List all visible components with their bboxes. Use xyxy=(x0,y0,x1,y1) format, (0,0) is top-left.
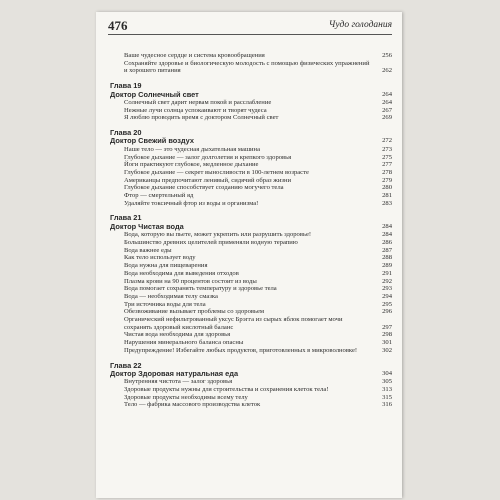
toc-entry-page: 267 xyxy=(382,106,392,114)
toc-entry-text: Нарушения минерального баланса опасны xyxy=(124,339,244,347)
toc-entry-text: Ваше чудесное сердце и система кровообращения xyxy=(124,52,265,59)
toc-entry xyxy=(110,107,392,115)
toc-entry-page: 279 xyxy=(382,176,392,184)
toc-entry-text: Вода помогает сохранять температуру и здоровье тела xyxy=(124,285,277,293)
toc-entry xyxy=(110,247,392,255)
toc-entry-text: Тело — фабрика массового производства клеток xyxy=(124,401,261,409)
toc-entry xyxy=(110,339,392,347)
toc-entry-page: 284 xyxy=(382,231,392,239)
toc-entry xyxy=(110,200,392,208)
toc-entry xyxy=(110,114,392,122)
toc-entry-text: Плазма крови на 90 процентов состоит из воды xyxy=(124,277,257,285)
toc-entry xyxy=(110,239,392,247)
toc-entry-page: 298 xyxy=(382,331,392,339)
toc-entry-text: Йоги практикуют глубокое, медленное дыхание xyxy=(124,161,259,169)
toc-entry xyxy=(110,177,392,185)
toc-entry xyxy=(110,386,392,394)
toc-entry xyxy=(110,285,392,293)
chapter-title xyxy=(110,223,392,231)
toc-entry-page: 305 xyxy=(382,378,392,386)
chapter-title-text: Доктор Солнечный свет xyxy=(110,89,199,99)
toc-entry-text: Вода нужна для пищеварения xyxy=(124,262,208,270)
toc-entry-page: 286 xyxy=(382,238,392,246)
toc-entry xyxy=(110,192,392,200)
toc-entry xyxy=(110,262,392,270)
toc-entry-text: Предупреждение! Избегайте любых продуктов, приготовленных в микроволновке! xyxy=(124,346,358,354)
chapter-gap xyxy=(110,122,392,129)
chapter-number: Глава 22 xyxy=(110,360,142,370)
toc-entry-page: 301 xyxy=(382,339,392,347)
chapter-title-text: Доктор Здоровая натуральная еда xyxy=(110,368,239,378)
toc-entry-text: Как тело использует воду xyxy=(124,254,196,262)
toc-entry-page: 302 xyxy=(382,346,392,354)
toc-entry-page: 313 xyxy=(382,386,392,394)
running-title: Чудо голодания xyxy=(328,20,392,30)
chapter-gap xyxy=(110,207,392,214)
toc-entry-text: Вода — необходимая телу смазка xyxy=(124,292,218,300)
table-of-contents xyxy=(110,52,392,409)
toc-entry xyxy=(110,270,392,278)
toc-entry-text: Вода, которую вы пьете, может укрепить или разрушить здоровье! xyxy=(124,231,312,239)
toc-entry xyxy=(110,378,392,386)
book-page xyxy=(96,12,402,498)
chapter-title xyxy=(110,370,392,378)
toc-entry-text: Я люблю проводить время с доктором Солнечный свет xyxy=(124,114,279,122)
toc-entry xyxy=(110,394,392,402)
toc-entry xyxy=(110,301,392,309)
toc-entry-page: 262 xyxy=(382,67,392,75)
toc-entry-text: Глубокое дыхание — секрет выносливости в 100-летнем возрасте xyxy=(124,168,309,176)
toc-entry-page: 294 xyxy=(382,292,392,300)
toc-entry-page: 289 xyxy=(382,262,392,270)
toc-entry-page: 292 xyxy=(382,277,392,285)
chapter-title-page: 284 xyxy=(382,222,392,230)
toc-entry-page: 269 xyxy=(382,114,392,122)
toc-entry-page: 264 xyxy=(382,98,392,106)
toc-entry-text: Здоровые продукты нужны для строительства и сохранения клеток тела! xyxy=(124,386,329,394)
page-number: 476 xyxy=(108,18,128,33)
toc-entry-page: 297 xyxy=(382,323,392,331)
chapter-title-page: 264 xyxy=(382,90,392,98)
toc-entry-text: Глубокое дыхание способствует созданию могучего тела xyxy=(124,184,284,192)
toc-entry-text: Вода необходима для выведения отходов xyxy=(124,269,239,277)
toc-entry-page: 281 xyxy=(382,192,392,200)
toc-entry-text: Сохраняйте здоровье и биологическую молодость с помощью физических упражнений и хорошего питания xyxy=(124,59,370,75)
chapter-number: Глава 21 xyxy=(110,213,142,223)
toc-entry xyxy=(110,161,392,169)
chapter-title-text: Доктор Свежий воздух xyxy=(110,136,194,146)
toc-entry-text: Фтор — смертельный яд xyxy=(124,192,194,200)
chapter-gap xyxy=(110,355,392,362)
chapter-number: Глава 20 xyxy=(110,128,142,138)
toc-entry xyxy=(110,60,392,75)
toc-entry-page: 275 xyxy=(382,153,392,161)
toc-entry-text: Нежные лучи солнца успокаивают и творят чудеса xyxy=(124,106,267,114)
toc-entry-page: 291 xyxy=(382,269,392,277)
toc-entry-page: 280 xyxy=(382,184,392,192)
toc-entry-text: Удаляйте токсичный фтор из воды и организма! xyxy=(124,199,259,207)
chapter-title xyxy=(110,137,392,145)
toc-entry-text: Здоровые продукты необходимы всему телу xyxy=(124,393,248,401)
toc-entry-page: 283 xyxy=(382,199,392,207)
toc-entry-page: 295 xyxy=(382,300,392,308)
chapter-title xyxy=(110,91,392,99)
toc-entry xyxy=(110,231,392,239)
toc-entry-text: Наше тело — это чудесная дыхательная машина xyxy=(124,145,261,153)
toc-entry-page: 277 xyxy=(382,161,392,169)
toc-entry xyxy=(110,308,392,316)
toc-entry-text: Вода важнее еды xyxy=(124,246,172,254)
toc-entry-page: 256 xyxy=(382,52,392,59)
toc-entry-text: Три источника воды для тела xyxy=(124,300,206,308)
toc-entry xyxy=(110,146,392,154)
chapter-number: Глава 19 xyxy=(110,81,142,91)
toc-entry-text: Внутренняя чистота — залог здоровья xyxy=(124,378,233,386)
toc-entry xyxy=(110,316,392,331)
toc-entry xyxy=(110,278,392,286)
chapter-title-page: 304 xyxy=(382,369,392,377)
toc-entry-text: Большинство древних целителей применяли водную терапию xyxy=(124,238,298,246)
toc-entry xyxy=(110,254,392,262)
toc-entry-text: Американцы предпочитают ленивый, сидячий образ жизни xyxy=(124,176,292,184)
toc-entry-page: 315 xyxy=(382,393,392,401)
chapter-title-text: Доктор Чистая вода xyxy=(110,221,184,231)
toc-entry-text: Глубокое дыхание — залог долголетия и крепкого здоровья xyxy=(124,153,292,161)
toc-entry-page: 296 xyxy=(382,308,392,316)
toc-entry-text: Солнечный свет дарит нервам покой и расслабление xyxy=(124,98,272,106)
toc-entry xyxy=(110,184,392,192)
toc-entry xyxy=(110,401,392,409)
toc-entry-page: 278 xyxy=(382,168,392,176)
toc-entry-page: 273 xyxy=(382,145,392,153)
chapter-gap xyxy=(110,75,392,82)
toc-entry-page: 288 xyxy=(382,254,392,262)
toc-entry-text: Обезвоживание вызывает проблемы со здоровьем xyxy=(124,308,265,316)
toc-entry-text: Органический нефильтрованный уксус Брэгга из сырых яблок помогает мочи сохранять здоровый кислотный баланс xyxy=(124,316,343,331)
chapter-title-page: 272 xyxy=(382,137,392,145)
toc-entry-page: 287 xyxy=(382,246,392,254)
toc-entry xyxy=(110,331,392,339)
toc-entry xyxy=(110,347,392,355)
toc-entry xyxy=(110,52,392,60)
toc-entry-text: Чистая вода необходима для здоровья xyxy=(124,331,231,339)
toc-entry-page: 293 xyxy=(382,285,392,293)
toc-entry-page: 316 xyxy=(382,401,392,409)
toc-entry xyxy=(110,169,392,177)
page-header xyxy=(108,18,392,35)
toc-entry xyxy=(110,99,392,107)
toc-entry xyxy=(110,293,392,301)
